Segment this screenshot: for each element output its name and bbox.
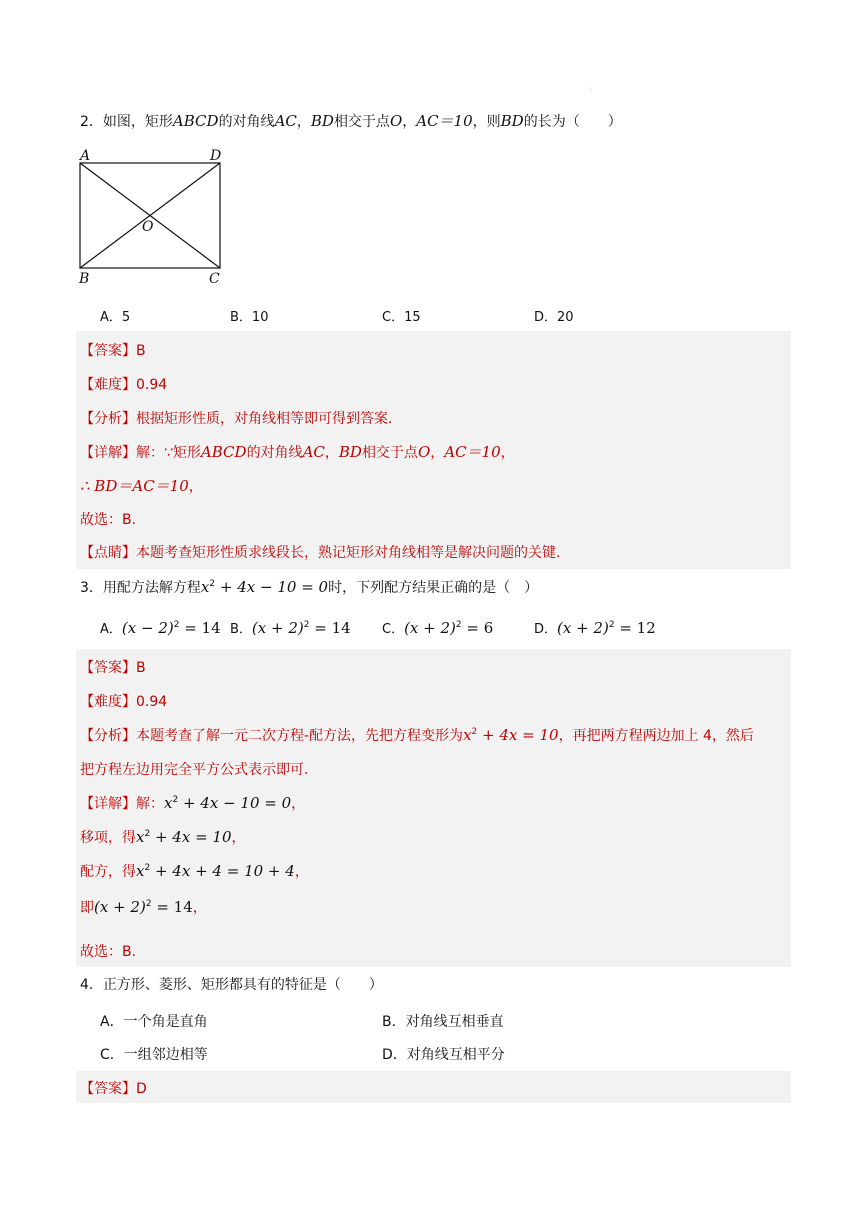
q4-option-b: B．对角线互相垂直 [382,1014,504,1030]
q2-answer: 【答案】B [80,343,146,359]
vertex-c-label: C [209,271,220,287]
q2-option-b: B．10 [230,310,269,325]
q2-option-c: C．15 [382,310,421,325]
q2-option-d: D．20 [534,310,574,325]
q3-difficulty: 【难度】0.94 [80,694,168,710]
q3-solution-box [76,649,791,967]
vertex-d-label: D [210,148,222,164]
center-o-label: O [142,219,154,235]
q2-detail-line-1: 【详解】解：∵矩形ABCD的对角线AC，BD相交于点O，AC＝10， [80,443,515,461]
question-3-stem: 3．用配方法解方程$x^2 + 4x - 10 = 0$时，下列配方结果正确的是（ ） [80,578,539,596]
q2-solution-box [76,331,791,569]
q2-difficulty: 【难度】0.94 [80,377,168,393]
page-mark: : [590,86,593,93]
q2-analysis: 【分析】根据矩形性质，对角线相等即可得到答案. [80,411,393,427]
q4-option-d: D．对角线互相平分 [382,1047,505,1063]
q3-analysis-line-1: 【分析】本题考查了解一元二次方程-配方法，先把方程变形为$x^2 + 4x = 10$，再把两方程两边加上 4，然后 [80,726,754,744]
q3-option-b: B．$(x + 2)^2 = 14$ [230,619,351,637]
q4-option-a: A．一个角是直角 [100,1014,208,1030]
q3-option-a: A．$(x - 2)^2 = 14$ [100,619,221,637]
q4-option-c: C．一组邻边相等 [100,1047,208,1063]
q2-option-a: A．5 [100,310,131,325]
q3-detail-line-1: 【详解】解：$x^2 + 4x - 10 = 0$， [80,794,306,812]
q3-detail-line-3: 配方，得$x^2 + 4x + 4 = 10 + 4$， [80,862,309,880]
vertex-b-label: B [79,271,90,287]
q2-comment: 【点睛】本题考查矩形性质求线段长，熟记矩形对角线相等是解决问题的关键. [80,545,561,561]
q3-answer: 【答案】B [80,660,146,676]
q2-choose: 故选：B. [80,512,137,528]
q3-option-c: C．$(x + 2)^2 = 6$ [382,619,494,637]
q3-analysis-line-2: 把方程左边用完全平方公式表示即可. [80,762,309,778]
q4-answer: 【答案】D [80,1081,147,1097]
q4-solution-box [76,1071,791,1103]
q2-detail-line-2: ∴ BD＝AC＝10， [80,477,203,495]
vertex-a-label: A [80,148,91,164]
question-4-stem: 4．正方形、菱形、矩形都具有的特征是（ ） [80,977,383,993]
q3-option-d: D．$(x + 2)^2 = 12$ [534,619,656,637]
q3-detail-line-4: 即$(x + 2)^2 = 14$， [80,898,207,916]
q3-choose: 故选：B. [80,944,137,960]
rectangle-figure [74,143,234,289]
q3-detail-line-2: 移项，得$x^2 + 4x = 10$， [80,828,246,846]
question-2-stem: 2．如图，矩形ABCD的对角线AC，BD相交于点O，AC＝10，则BD的长为（ ） [80,112,622,130]
